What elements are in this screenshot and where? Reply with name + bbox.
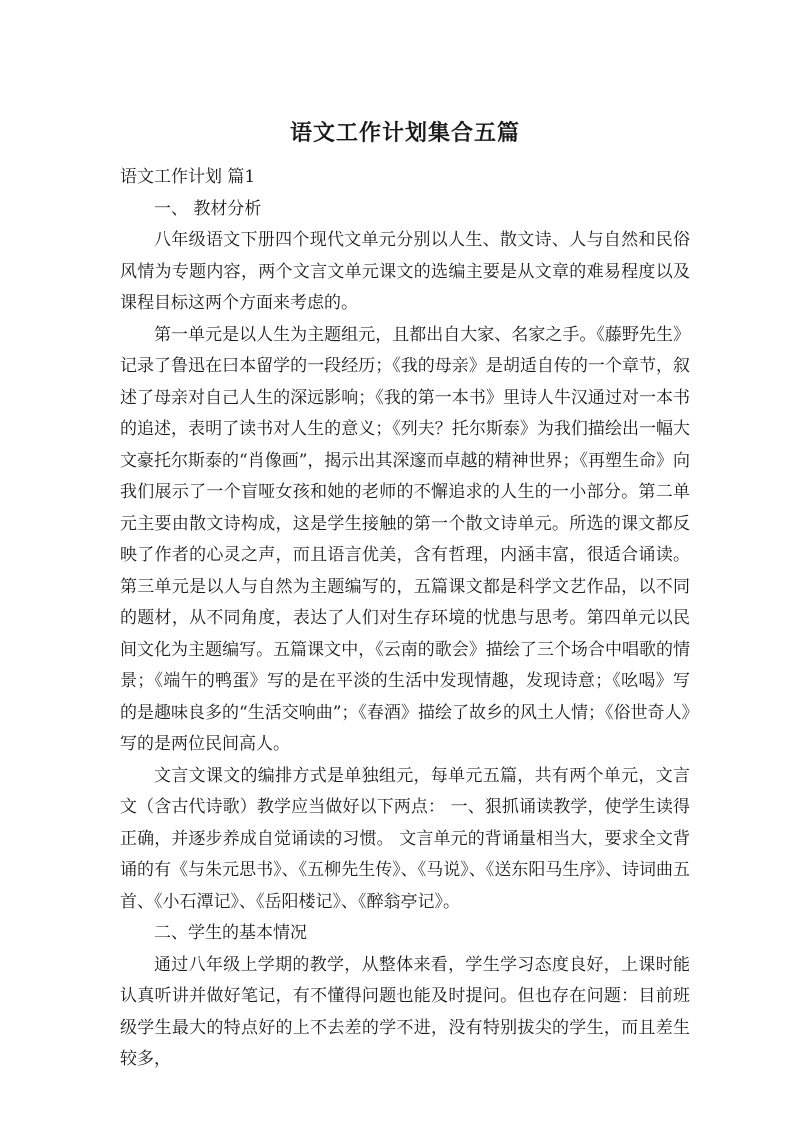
paragraph-4: 通过八年级上学期的教学，从整体来看，学生学习态度良好，上课时能认真听讲并做好笔记，有不懂得问题也能及时提问。但也存在问题：目前班级学生最大的特点好的上不去差的学不进，没有特别拔尖的学生，而且差生较多， [120, 954, 690, 1069]
section-heading-1: 一、 教材分析 [154, 198, 262, 219]
document-title: 语文工作计划集合五篇 [289, 121, 520, 146]
document-subtitle: 语文工作计划 篇1 [120, 167, 256, 187]
paragraph-1: 八年级语文下册四个现代文单元分别以人生、散文诗、人与自然和民俗风情为专题内容，两个文言文单元课文的选编主要是从文章的难易程度以及课程目标这两个方面来考虑的。 [120, 230, 690, 313]
paragraph-2: 第一单元是以人生为主题组元，且都出自大家、名家之手。《藤野先生》记录了鲁迅在曰本留学的一段经历；《我的母亲》是胡适自传的一个章节，叙述了母亲对自己人生的深远影响；《我的第一本书》里诗人牛汉通过对一本书的追述，表明了读书对人生的意义；《列夫？托尔斯泰》为我们描绘出一幅大文豪托尔斯泰的“肖像画”，揭示出其深邃而卓越的精神世界；《再塑生命》向我们展示了一个盲哑女孩和她的老师的不懈追求的人生的一小部分。第二单元主要由散文诗构成，这是学生接触的第一个散文诗单元。所选的课文都反映了作者的心灵之声，而且语言优美，含有哲理，内涵丰富，很适合诵读。第三单元是以人与自然为主题编写的，五篇课文都是科学文艺作品，以不同的题材，从不同角度，表达了人们对生存环境的忧患与思考。第四单元以民间文化为主题编写。五篇课文中，《云南的歌会》描绘了三个场合中唱歌的情景；《端午的鸭蛋》写的是在平淡的生活中发现情趣，发现诗意；《吆喝》写的是趣味良多的“生活交响曲”；《春酒》描绘了故乡的风土人情；《俗世奇人》写的是两位民间高人。 [120, 324, 690, 754]
paragraph-3: 文言文课文的编排方式是单独组元，每单元五篇，共有两个单元，文言文（含古代诗歌）教学应当做好以下两点： 一、狠抓诵读教学，使学生读得正确，并逐步养成自觉诵读的习惯。 文言单元的背诵量相当大，要求全文背诵的有《与朱元思书》、《五柳先生传》、《马说》、《送东阳马生序》、诗词曲五首、《小石潭记》、《岳阳楼记》、《醉翁亭记》。 [120, 765, 690, 912]
section-heading-2: 二、学生的基本情况 [154, 923, 307, 943]
